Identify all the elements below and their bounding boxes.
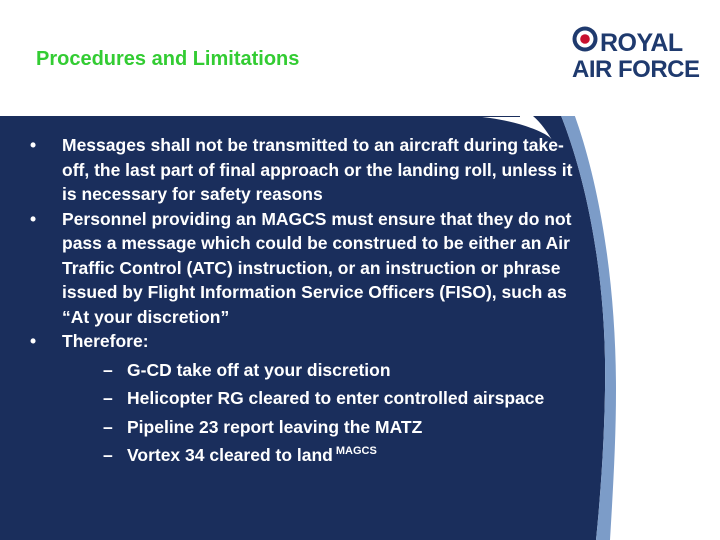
sub-bullet-item: [62, 415, 575, 440]
superscript-label: MAGCS: [335, 445, 377, 457]
bullet-item: [30, 133, 575, 207]
sub-bullet-text: Vortex 34 cleared to land: [127, 445, 333, 465]
sub-bullet-item: [62, 443, 575, 471]
sub-bullet-item: [62, 358, 575, 383]
roundel-icon: [572, 26, 598, 52]
bullet-text: Therefore:: [62, 331, 149, 351]
slide-body: [30, 133, 575, 471]
bullet-text: Messages shall not be transmitted to an aircraft during take-off, the last part of final approach or the landing roll, unless it is necessary for safety reasons: [62, 135, 573, 204]
sub-bullet-text: G-CD take off at your discretion: [127, 359, 391, 380]
bullet-text: Personnel providing an MAGCS must ensure that they do not pass a message which could be construed to be either an Air Traffic Control (ATC) instruction, or an instruction or phrase issued by Flight Information Service Officers (FISO), such as “At your discretion”: [62, 208, 572, 327]
sub-bullet-list: [62, 358, 575, 471]
sub-bullet-text: Pipeline 23 report leaving the MATZ: [127, 416, 423, 437]
logo-text-royal: ROYAL: [600, 29, 683, 57]
sub-bullet-item: [62, 386, 575, 411]
bullet-item: [30, 329, 575, 471]
raf-logo: [572, 26, 700, 84]
bullet-item: [30, 207, 575, 330]
slide-title: Procedures and Limitations: [36, 48, 300, 70]
sub-bullet-text: Helicopter RG cleared to enter controlled airspace: [127, 388, 545, 408]
logo-text-air-force: AIR FORCE: [572, 56, 700, 83]
bullet-list: [30, 133, 575, 471]
